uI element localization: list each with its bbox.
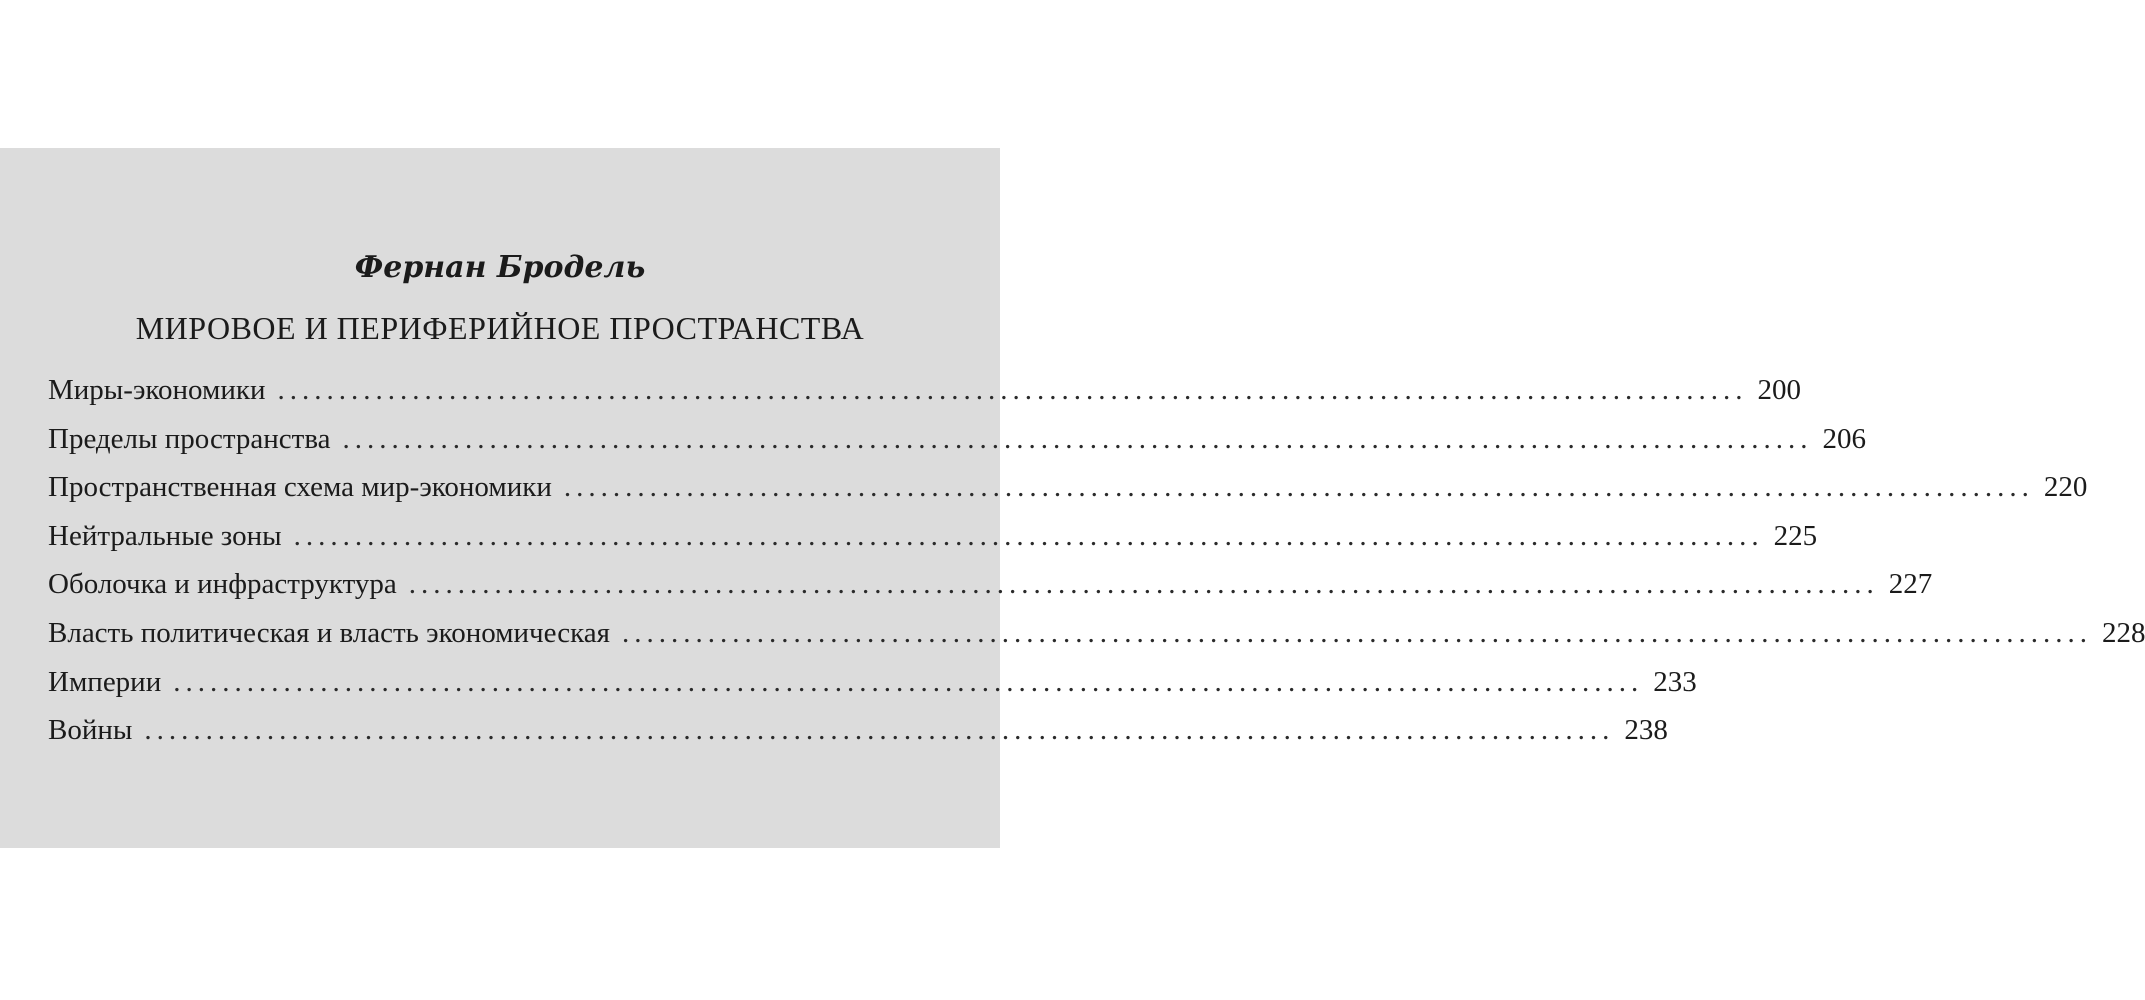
toc-entry [48, 422, 1867, 472]
book-page [0, 148, 2145, 848]
toc-entry-page: 206 [1822, 422, 1867, 455]
dot-leader: ........................................................................................................................ [621, 616, 2092, 649]
dot-leader: ........................................................................................................................ [408, 568, 1879, 601]
toc-entry-label: Империи [48, 665, 162, 698]
dot-leader: ........................................................................................................................ [144, 714, 1615, 747]
toc-entry-label: Миры-экономики [48, 374, 266, 406]
toc-entry-label: Войны [48, 714, 133, 747]
toc-entry [48, 374, 1801, 423]
dot-leader: ........................................................................................................................ [173, 665, 1644, 698]
toc-entry [48, 568, 1933, 617]
toc-entry [48, 471, 2088, 520]
toc-entry-page: 225 [1773, 519, 1818, 552]
toc-entry-label: Оболочка и инфраструктура [48, 568, 397, 601]
section-title: МИРОВОЕ И ПЕРИФЕРИЙНОЕ ПРОСТРАНСТВА [135, 310, 865, 346]
toc-entry-label: Власть политическая и власть экономическая [48, 616, 610, 649]
toc-entry-page: 200 [1757, 374, 1801, 406]
toc-entry-page: 220 [2043, 471, 2088, 504]
dot-leader: ........................................................................................................................ [293, 519, 1764, 552]
toc-entry-label: Нейтральные зоны [48, 519, 282, 552]
toc-entry-page: 233 [1653, 665, 1697, 698]
toc-entry-page: 228 [2101, 616, 2145, 649]
toc-entry [48, 519, 1818, 569]
toc-entry [48, 616, 2145, 666]
toc-entry [48, 714, 1668, 763]
toc-entry-label: Пределы пространства [48, 422, 331, 455]
toc-entry-label: Пространственная схема мир-экономики [48, 471, 552, 504]
dot-leader: ........................................................................................................................ [277, 374, 1748, 406]
author-name: Фернан Бродель [354, 250, 646, 285]
toc-entry [48, 665, 1697, 715]
toc-entry-page: 227 [1888, 568, 1933, 601]
table-of-contents [48, 374, 2145, 763]
dot-leader: ........................................................................................................................ [563, 471, 2034, 504]
dot-leader: ........................................................................................................................ [342, 422, 1813, 455]
toc-entry-page: 238 [1624, 714, 1668, 747]
